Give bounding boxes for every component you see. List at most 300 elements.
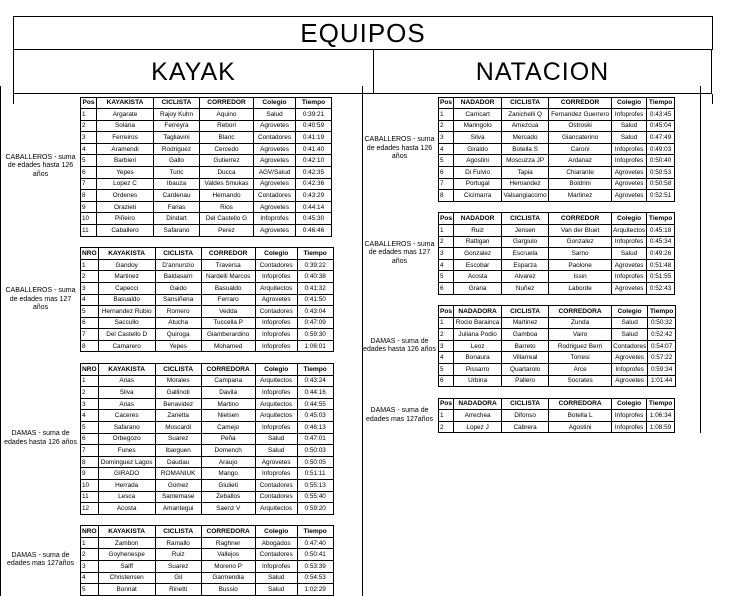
table-cell: 4: [81, 572, 99, 584]
table-row: [439, 120, 675, 132]
table-cell: Gargiulo: [502, 236, 549, 248]
table-cell: 0:50:05: [297, 456, 333, 468]
table-cell: 3: [439, 340, 454, 352]
table-cell: Silva: [98, 387, 155, 399]
table-cell: Nielsen: [201, 410, 255, 422]
table-cell: Cabrera: [502, 421, 549, 433]
column-header: CICLISTA: [502, 213, 549, 225]
table-cell: Salud: [254, 109, 296, 121]
table-cell: Barreto: [502, 340, 549, 352]
table-row: [81, 537, 334, 549]
table-row: [439, 329, 676, 341]
table-cell: 2: [439, 236, 454, 248]
table-cell: Giraldo: [454, 143, 502, 155]
column-header: Colegio: [612, 306, 648, 318]
table-cell: Infoprofes: [255, 329, 297, 341]
table-cell: Tapia: [502, 167, 549, 179]
table-cell: 5: [81, 306, 99, 318]
table-row: [81, 109, 332, 121]
table-cell: 8: [81, 340, 99, 352]
natacion-title: NATACION: [374, 50, 712, 94]
table-cell: Camarero: [98, 340, 155, 352]
category-label: CABALLEROS - suma de edades mas 127 años: [5, 287, 76, 312]
table-cell: Argarate: [97, 109, 154, 121]
table-cell: Salud: [255, 584, 297, 596]
table-cell: 0:39:22: [297, 259, 333, 271]
table-cell: Agrovetes: [254, 225, 296, 237]
blank-row: [1, 86, 362, 97]
blank-row: [361, 86, 700, 97]
column-header: Tiempo: [647, 398, 675, 410]
table-cell: 8: [81, 456, 99, 468]
table-cell: Ruiz: [454, 224, 502, 236]
table-cell: Turic: [154, 167, 200, 179]
table-cell: Salud: [612, 132, 647, 144]
table-cell: 0:46:13: [297, 421, 333, 433]
header-row: [439, 398, 675, 410]
table-cell: Ibauza: [154, 178, 200, 190]
table-row: [81, 271, 334, 283]
column-header: CICLISTA: [155, 526, 201, 538]
table-cell: Arrechea: [454, 410, 502, 422]
table-cell: 0:50:41: [297, 549, 333, 561]
table-row: [81, 491, 334, 503]
table-cell: Infoprofes: [255, 468, 297, 480]
table-cell: Traversa: [201, 259, 255, 271]
table-cell: Vedda: [201, 306, 255, 318]
table-cell: Safarano: [154, 225, 200, 237]
kayak-block-1: [1, 97, 362, 237]
table-cell: 1: [439, 109, 454, 121]
table-cell: Basualdo: [98, 294, 155, 306]
table-cell: 0:39:21: [296, 109, 332, 121]
table-row: [81, 549, 334, 561]
table-cell: 3: [81, 398, 99, 410]
table-cell: Saccullo: [98, 317, 155, 329]
table-cell: 1: [81, 537, 99, 549]
blank-row: [1, 237, 362, 248]
table-cell: 2: [439, 421, 454, 433]
table-cell: Raghner: [201, 537, 255, 549]
table-cell: Agrovetes: [255, 456, 297, 468]
table-cell: Botella L: [549, 410, 612, 422]
table-cell: Nardelli Marcos: [201, 271, 255, 283]
column-header: Tiempo: [296, 97, 332, 109]
results-table: [438, 398, 675, 434]
blank-row: [361, 202, 700, 213]
table-cell: Del Castello G: [200, 213, 254, 225]
table-row: [81, 433, 334, 445]
table-cell: Yepes: [155, 340, 201, 352]
table-cell: Dominguez Lagos: [98, 456, 155, 468]
table-cell: Ibarguen: [155, 445, 201, 457]
table-cell: Maringolo: [454, 120, 502, 132]
table-row: [81, 560, 334, 572]
table-cell: Agrovetes: [612, 375, 648, 387]
table-cell: Zunda: [549, 317, 612, 329]
column-header: Tiempo: [647, 213, 675, 225]
table-cell: Laborde: [549, 282, 612, 294]
table-cell: Blanc: [200, 132, 254, 144]
table-cell: Infoprofes: [254, 213, 296, 225]
table-cell: Del Castello D: [98, 329, 155, 341]
table-cell: Zeballos: [201, 491, 255, 503]
table-cell: Contadores: [254, 132, 296, 144]
table-row: [439, 259, 675, 271]
table-cell: 6: [81, 167, 97, 179]
table-cell: Gaido: [155, 282, 201, 294]
table-cell: 12: [81, 503, 99, 515]
table-cell: Pallero: [502, 375, 549, 387]
table-cell: 0:45:04: [647, 120, 675, 132]
natacion-block-2: [361, 212, 700, 294]
table-row: [81, 294, 334, 306]
table-row: [81, 503, 334, 515]
table-row: [81, 178, 332, 190]
table-cell: Silva: [454, 132, 502, 144]
table-cell: Acosta: [454, 271, 502, 283]
table-cell: 5: [81, 421, 99, 433]
table-cell: Rodriguez Berri: [549, 340, 612, 352]
table-cell: Peña: [201, 433, 255, 445]
column-header: Colegio: [255, 363, 297, 375]
table-row: [439, 410, 675, 422]
table-cell: Bonnat: [98, 584, 155, 596]
column-header: KAYAKISTA: [98, 363, 155, 375]
table-cell: Agrovetes: [254, 143, 296, 155]
column-header: Tiempo: [297, 526, 333, 538]
table-cell: 0:44:55: [297, 398, 333, 410]
table-cell: Gomez: [155, 479, 201, 491]
table-row: [81, 259, 334, 271]
table-cell: Gallinoti: [155, 387, 201, 399]
table-cell: Funes: [98, 445, 155, 457]
table-cell: Bonaura: [454, 352, 502, 364]
table-row: [81, 479, 334, 491]
column-header: CICLISTA: [155, 248, 201, 260]
table-cell: Infoprofes: [255, 421, 297, 433]
table-cell: 0:59:30: [297, 329, 333, 341]
table-row: [439, 224, 675, 236]
table-cell: 0:42:36: [296, 178, 332, 190]
table-cell: Farias: [154, 201, 200, 213]
table-cell: 1:08:59: [647, 421, 675, 433]
results-table: [80, 247, 334, 352]
table-cell: Arias: [98, 398, 155, 410]
table-cell: 1: [81, 375, 99, 387]
table-cell: Mango: [201, 468, 255, 480]
table-cell: Martinez: [549, 190, 612, 202]
table-cell: 4: [439, 143, 454, 155]
table-row: [81, 340, 334, 352]
table-cell: Cercedo: [200, 143, 254, 155]
table-cell: Martinez: [98, 271, 155, 283]
table-cell: Gonzalez: [549, 236, 612, 248]
column-header: CORREDORA: [201, 526, 255, 538]
table-cell: 1: [439, 317, 454, 329]
table-row: [81, 317, 334, 329]
table-cell: 3: [81, 560, 99, 572]
table-cell: Quiroga: [155, 329, 201, 341]
table-cell: Leoz: [454, 340, 502, 352]
column-header: Colegio: [612, 97, 647, 109]
blank-row: [1, 515, 362, 526]
table-row: [81, 468, 334, 480]
table-cell: 10: [81, 213, 97, 225]
table-row: [81, 456, 334, 468]
table-cell: Escobar: [454, 259, 502, 271]
table-cell: Salud: [612, 248, 647, 260]
table-cell: Atucha: [155, 317, 201, 329]
table-cell: Infoprofes: [612, 410, 647, 422]
table-cell: Agrovetes: [254, 155, 296, 167]
column-header: CICLISTA: [502, 97, 549, 109]
column-header: Tiempo: [648, 306, 676, 318]
table-row: [81, 120, 332, 132]
table-cell: Portugal: [454, 178, 502, 190]
table-cell: Rocio Barainca: [454, 317, 502, 329]
table-cell: 2: [439, 120, 454, 132]
natacion-block-1: [361, 97, 700, 202]
table-cell: Aquino: [200, 109, 254, 121]
table-row: [81, 201, 332, 213]
header-row: [81, 97, 332, 109]
table-cell: 5: [439, 363, 454, 375]
table-row: [81, 375, 334, 387]
table-cell: Carricart: [454, 109, 502, 121]
table-cell: 1:01:44: [648, 375, 676, 387]
table-cell: 0:52:43: [647, 282, 675, 294]
table-cell: 0:46:46: [296, 225, 332, 237]
table-cell: Rajoy Kuhn: [154, 109, 200, 121]
table-cell: Abogados: [255, 537, 297, 549]
table-row: [439, 282, 675, 294]
table-cell: 0:41:32: [297, 282, 333, 294]
table-cell: 0:44:14: [296, 201, 332, 213]
table-row: [81, 445, 334, 457]
table-cell: ROMANIUK: [155, 468, 201, 480]
table-cell: 0:45:18: [647, 224, 675, 236]
table-cell: Agrovetes: [612, 282, 647, 294]
table-cell: Torresi: [549, 352, 612, 364]
kayak-section: [0, 86, 363, 596]
table-cell: 0:41:40: [296, 143, 332, 155]
table-cell: 3: [439, 248, 454, 260]
table-cell: 1:02:29: [297, 584, 333, 596]
table-cell: Arquitectos: [255, 410, 297, 422]
table-cell: 6: [81, 317, 99, 329]
table-cell: 0:41:50: [297, 294, 333, 306]
table-cell: Dindart: [154, 213, 200, 225]
table-cell: Rios: [200, 201, 254, 213]
table-cell: 4: [81, 294, 99, 306]
table-cell: 7: [439, 178, 454, 190]
table-row: [439, 271, 675, 283]
table-cell: Agrovetes: [612, 190, 647, 202]
table-cell: 10: [81, 479, 99, 491]
column-header: NRO: [81, 526, 99, 538]
table-cell: 1: [439, 224, 454, 236]
table-cell: Sansiñena: [155, 294, 201, 306]
table-row: [439, 340, 676, 352]
table-cell: Zanetta: [155, 410, 201, 422]
table-cell: Arias: [98, 375, 155, 387]
table-cell: Davila: [201, 387, 255, 399]
table-cell: 0:47:01: [297, 433, 333, 445]
column-header: Pos: [439, 306, 454, 318]
table-cell: Cicimarra: [454, 190, 502, 202]
table-cell: Agrovetes: [254, 178, 296, 190]
table-cell: Vairo: [549, 329, 612, 341]
table-row: [439, 178, 675, 190]
table-cell: Urbina: [454, 375, 502, 387]
table-cell: Gonzalez: [454, 248, 502, 260]
table-row: [439, 352, 676, 364]
table-cell: 2: [81, 549, 99, 561]
table-cell: Esparza: [502, 259, 549, 271]
table-cell: Mercado: [502, 132, 549, 144]
table-cell: 0:55:40: [297, 491, 333, 503]
table-cell: Baldasarri: [155, 271, 201, 283]
table-cell: 2: [81, 271, 99, 283]
table-cell: Quartarolo: [502, 363, 549, 375]
table-cell: 0:57:22: [648, 352, 676, 364]
table-cell: 0:54:53: [297, 572, 333, 584]
table-cell: 0:49:26: [647, 248, 675, 260]
column-header: Tiempo: [647, 97, 675, 109]
table-cell: Martinez: [502, 317, 549, 329]
table-cell: 0:47:49: [647, 132, 675, 144]
table-row: [439, 375, 676, 387]
table-cell: 5: [81, 584, 99, 596]
table-cell: 7: [81, 178, 97, 190]
table-cell: Ferraro: [201, 294, 255, 306]
table-cell: Ordenes: [97, 190, 154, 202]
table-cell: Salud: [612, 317, 648, 329]
category-label: CABALLEROS - suma de edades mas 127 años: [364, 240, 435, 265]
table-cell: Bussio: [201, 584, 255, 596]
table-cell: Ferreiros: [97, 132, 154, 144]
table-row: [439, 190, 675, 202]
table-cell: Contadores: [255, 259, 297, 271]
natacion-block-3: [361, 305, 700, 387]
table-cell: 6: [439, 282, 454, 294]
table-cell: Benavidez: [155, 398, 201, 410]
blank-row: [1, 352, 362, 363]
table-row: [81, 225, 332, 237]
table-cell: 8: [81, 190, 97, 202]
table-cell: Hernandez: [502, 178, 549, 190]
table-row: [81, 584, 334, 596]
results-table: [438, 212, 675, 294]
table-cell: Gandoy: [98, 259, 155, 271]
table-cell: Arquitectos: [255, 398, 297, 410]
column-header: NADADORA: [454, 398, 502, 410]
table-cell: Lopez J: [454, 421, 502, 433]
table-cell: Boldrini: [549, 178, 612, 190]
table-cell: 4: [439, 259, 454, 271]
table-cell: Villarreal: [502, 352, 549, 364]
header-row: [439, 213, 675, 225]
table-row: [81, 155, 332, 167]
table-cell: 5: [439, 271, 454, 283]
table-cell: 1:06:01: [297, 340, 333, 352]
results-table: [438, 97, 675, 202]
table-cell: Moscuzza JP: [502, 155, 549, 167]
table-row: [439, 155, 675, 167]
table-row: [439, 109, 675, 121]
table-cell: Socrates: [549, 375, 612, 387]
table-cell: Contadores: [255, 306, 297, 318]
table-cell: 0:43:04: [297, 306, 333, 318]
column-header: CORREDORA: [549, 306, 612, 318]
natacion-block-4: [361, 398, 700, 434]
column-header: KAYAKISTA: [98, 526, 155, 538]
table-row: [81, 329, 334, 341]
table-cell: Escruela: [502, 248, 549, 260]
table-cell: 0:45:03: [297, 410, 333, 422]
table-cell: Gutierrez: [200, 155, 254, 167]
table-cell: 0:50:40: [647, 155, 675, 167]
table-cell: 0:40:59: [296, 120, 332, 132]
column-header: Colegio: [254, 97, 296, 109]
table-cell: Mohamed: [201, 340, 255, 352]
table-cell: Agostini: [454, 155, 502, 167]
column-header: Pos: [81, 97, 97, 109]
natacion-section: [361, 86, 701, 433]
table-cell: Piñeiro: [97, 213, 154, 225]
table-cell: Jensen: [502, 224, 549, 236]
table-cell: Martino: [201, 398, 255, 410]
table-cell: Contadores: [612, 340, 648, 352]
column-header: CICLISTA: [502, 398, 549, 410]
results-table: [80, 97, 332, 237]
table-row: [81, 282, 334, 294]
table-cell: Agrovetes: [612, 178, 647, 190]
category-label: DAMAS - suma de edades hasta 126 años: [4, 430, 77, 446]
table-cell: Arquitectos: [255, 282, 297, 294]
table-row: [439, 143, 675, 155]
table-cell: Christensen: [98, 572, 155, 584]
table-cell: 5: [439, 155, 454, 167]
table-cell: Giancaterino: [549, 132, 612, 144]
table-cell: Cardenau: [154, 190, 200, 202]
table-row: [439, 167, 675, 179]
table-cell: 0:44:16: [297, 387, 333, 399]
table-cell: Giamberardino: [201, 329, 255, 341]
table-cell: 7: [81, 445, 99, 457]
category-label: CABALLEROS - suma de edades hasta 126 años: [364, 136, 435, 161]
column-header: Colegio: [612, 213, 647, 225]
column-header: CORREDOR: [549, 213, 612, 225]
table-cell: Infoprofes: [612, 236, 647, 248]
table-cell: Hernandez Rubio: [98, 306, 155, 318]
table-cell: Contadores: [255, 479, 297, 491]
table-cell: Infoprofes: [255, 340, 297, 352]
table-cell: Gamboa: [502, 329, 549, 341]
table-cell: Salud: [612, 120, 647, 132]
column-header: CICLISTA: [502, 306, 549, 318]
table-row: [439, 132, 675, 144]
table-cell: Arquitectos: [255, 503, 297, 515]
column-header: NADADOR: [454, 97, 502, 109]
table-cell: 4: [81, 143, 97, 155]
table-cell: 0:52:42: [648, 329, 676, 341]
category-label: DAMAS - suma de edades mas 127años: [366, 407, 433, 423]
table-cell: 0:59:20: [297, 503, 333, 515]
table-cell: Infoprofes: [612, 109, 647, 121]
table-cell: Basualdo: [201, 282, 255, 294]
